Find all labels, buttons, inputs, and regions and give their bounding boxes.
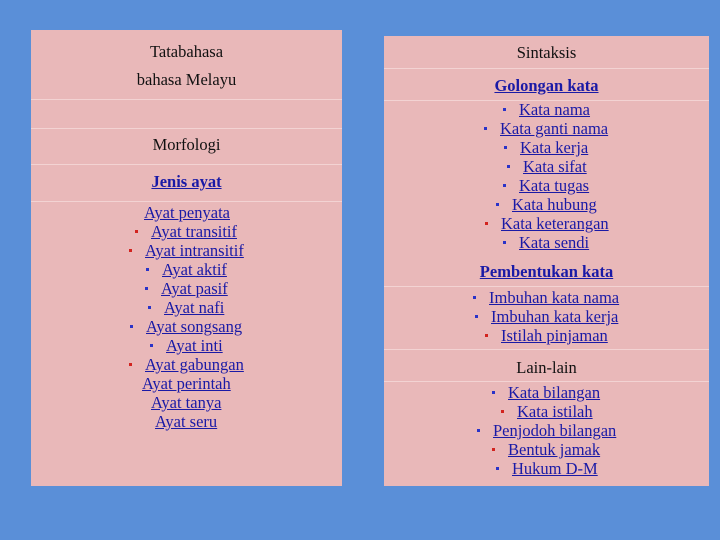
divider <box>31 164 342 165</box>
divider <box>31 201 342 202</box>
list-item-link[interactable]: Kata keterangan <box>501 214 609 233</box>
bullet-icon <box>475 315 478 318</box>
bullet-icon <box>146 268 149 271</box>
list-item-link[interactable]: Kata nama <box>519 100 591 119</box>
bullet-icon <box>496 203 499 206</box>
divider <box>384 381 709 382</box>
list-item-link[interactable]: Ayat gabungan <box>145 355 244 374</box>
bullet-icon <box>130 325 133 328</box>
bullet-icon <box>148 306 151 309</box>
divider <box>31 99 342 100</box>
heading-lain-lain: Lain-lain <box>516 358 577 377</box>
heading-sintaksis: Sintaksis <box>516 43 577 62</box>
bullet-icon <box>135 230 138 233</box>
bullet-icon <box>145 287 148 290</box>
bullet-icon <box>492 448 495 451</box>
bullet-icon <box>492 391 495 394</box>
bullet-icon <box>507 165 510 168</box>
link-pembentukan-kata[interactable]: Pembentukan kata <box>479 262 614 281</box>
list-item-link[interactable]: Kata istilah <box>517 402 593 421</box>
list-item-link[interactable]: Bentuk jamak <box>508 440 601 459</box>
list-item-link[interactable]: Imbuhan kata nama <box>489 288 620 307</box>
divider <box>31 128 342 129</box>
list-item-link[interactable]: Ayat aktif <box>162 260 227 279</box>
right-panel-sintaksis <box>384 36 709 486</box>
list-item-link[interactable]: Imbuhan kata kerja <box>491 307 619 326</box>
bullet-icon <box>473 296 476 299</box>
list-item-link[interactable]: Ayat intransitif <box>145 241 244 260</box>
list-item-link[interactable]: Ayat tanya <box>151 393 222 412</box>
divider <box>384 349 709 350</box>
list-item-link[interactable]: Ayat songsang <box>146 317 243 336</box>
list-item-link[interactable]: Ayat seru <box>155 412 218 431</box>
golongan-kata-wrap <box>384 76 709 95</box>
list-item-link[interactable]: Hukum D-M <box>512 459 598 478</box>
bullet-icon <box>496 467 499 470</box>
list-item-link[interactable]: Istilah pinjaman <box>501 326 608 345</box>
bullet-icon <box>129 249 132 252</box>
bullet-icon <box>503 108 506 111</box>
list-item-link[interactable]: Kata sifat <box>523 157 587 176</box>
link-jenis-ayat[interactable]: Jenis ayat <box>151 172 222 191</box>
list-item-link[interactable]: Ayat inti <box>166 336 223 355</box>
left-panel-morfologi <box>31 30 342 486</box>
divider <box>384 68 709 69</box>
list-item-link[interactable]: Kata hubung <box>512 195 597 214</box>
list-item-link[interactable]: Kata kerja <box>520 138 589 157</box>
bullet-icon <box>503 241 506 244</box>
bullet-icon <box>501 410 504 413</box>
list-item-link[interactable]: Ayat perintah <box>142 374 231 393</box>
bullet-icon <box>129 363 132 366</box>
bullet-icon <box>503 184 506 187</box>
title-bahasa-melayu: bahasa Melayu <box>136 70 237 89</box>
list-item-link[interactable]: Ayat nafi <box>164 298 225 317</box>
bullet-icon <box>150 344 153 347</box>
bullet-icon <box>477 429 480 432</box>
pembentukan-kata-wrap <box>384 262 709 281</box>
bullet-icon <box>504 146 507 149</box>
link-golongan-kata[interactable]: Golongan kata <box>494 76 599 95</box>
heading-morfologi: Morfologi <box>152 135 221 154</box>
list-item-link[interactable]: Ayat penyata <box>144 203 230 222</box>
list-item-link[interactable]: Kata tugas <box>519 176 590 195</box>
list-item-link[interactable]: Penjodoh bilangan <box>493 421 617 440</box>
list-item-link[interactable]: Ayat transitif <box>151 222 238 241</box>
list-item-link[interactable]: Kata sendi <box>519 233 590 252</box>
list-item-link[interactable]: Kata bilangan <box>508 383 601 402</box>
bullet-icon <box>485 334 488 337</box>
list-item-link[interactable]: Kata ganti nama <box>500 119 609 138</box>
bullet-icon <box>484 127 487 130</box>
divider <box>384 286 709 287</box>
jenis-ayat-wrap <box>31 172 342 191</box>
title-tatabahasa: Tatabahasa <box>149 42 224 61</box>
list-item-link[interactable]: Ayat pasif <box>161 279 228 298</box>
bullet-icon <box>485 222 488 225</box>
